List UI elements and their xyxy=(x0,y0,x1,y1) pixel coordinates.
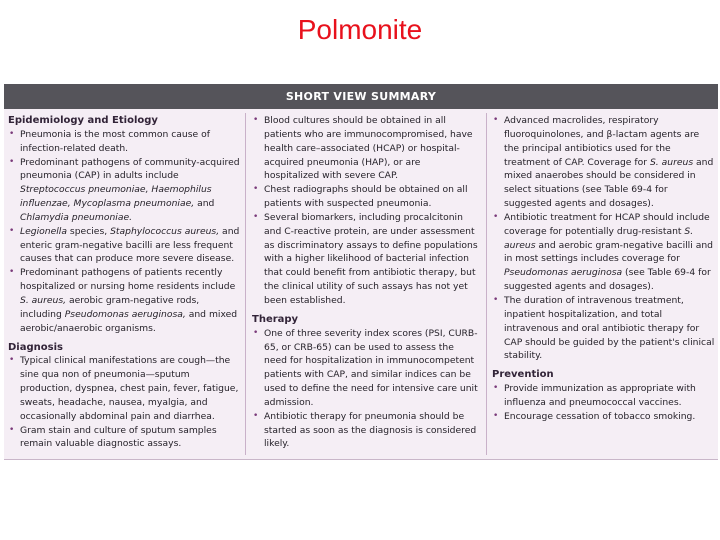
section-heading: Prevention xyxy=(492,369,554,381)
summary-column-2 xyxy=(252,114,478,451)
bullet-text: Pseudomonas aeruginosa xyxy=(504,267,623,279)
bullet-list xyxy=(8,354,240,451)
summary-panel xyxy=(4,84,718,460)
bullet-text: Encourage cessation of tobacco smoking. xyxy=(504,410,696,422)
summary-column-1 xyxy=(8,114,240,451)
bullet-item xyxy=(8,156,240,225)
bullet-item xyxy=(8,354,240,423)
bullet-dot-icon: • xyxy=(253,211,259,222)
bullet-text: S. aureus xyxy=(504,225,694,251)
bullet-list xyxy=(8,128,240,336)
bullet-text: Blood cultures should be obtained in all patients who are immunocompromised, have health care–associated (HCAP) or hospital-acquired pneumonia (HAP), or are hospitalized with severe CAP. xyxy=(264,115,473,182)
column-divider xyxy=(245,113,246,455)
bullet-text: One of three severity index scores (PSI, CURB-65, or CRB-65) can be used to assess the need for hospitalization in immunocompetent patients with CAP, and similar indices can be used to define the need for intensive care unit admission. xyxy=(264,327,478,408)
bullet-dot-icon: • xyxy=(253,410,259,421)
bullet-text: and enteric gram-negative bacilli are less frequent causes that can produce more severe disease. xyxy=(20,225,240,265)
bullet-text: S. aureus, xyxy=(20,294,67,306)
bullet-dot-icon: • xyxy=(493,211,499,222)
bullet-text: Typical clinical manifestations are cough—the sine qua non of pneumonia—sputum production, dyspnea, chest pain, fever, fatigue, sweats, headache, nausea, myalgia, and occasionally abdominal pain and diarrhea. xyxy=(20,355,239,422)
bullet-text: Streptococcus pneumoniae, Haemophilus influenzae, Mycoplasma pneumoniae, xyxy=(20,184,212,210)
bullet-text: Legionella xyxy=(20,225,67,237)
bullet-item xyxy=(252,183,478,211)
bullet-dot-icon: • xyxy=(253,184,259,195)
bullet-text: Gram stain and culture of sputum samples remain valuable diagnostic assays. xyxy=(20,424,217,450)
section-heading: Epidemiology and Etiology xyxy=(8,115,158,126)
bullet-item xyxy=(492,382,716,410)
bullet-dot-icon: • xyxy=(9,128,15,139)
bullet-text: species, xyxy=(67,225,111,237)
bullet-text: Predominant pathogens of patients recently hospitalized or nursing home residents include xyxy=(20,267,236,293)
bullet-dot-icon: • xyxy=(493,294,499,305)
bullet-text: Chlamydia pneumoniae. xyxy=(20,211,133,223)
bullet-text: Antibiotic therapy for pneumonia should be started as soon as the diagnosis is considered likely. xyxy=(264,410,477,450)
bullet-dot-icon: • xyxy=(493,410,499,421)
section-heading: Diagnosis xyxy=(8,341,63,353)
bullet-item xyxy=(8,266,240,335)
bullet-item xyxy=(252,327,478,410)
bullet-text: The duration of intravenous treatment, inpatient hospitalization, and total intravenous and oral antibiotic therapy for CAP should be guided by the patient's clinical stability. xyxy=(504,294,715,362)
column-divider xyxy=(486,113,487,455)
bullet-list xyxy=(492,114,716,363)
bullet-item xyxy=(8,128,240,156)
summary-column-3 xyxy=(492,114,716,424)
bullet-text: Pneumonia is the most common cause of infection-related death. xyxy=(20,128,210,154)
bullet-dot-icon: • xyxy=(253,115,259,125)
bullet-item xyxy=(252,114,478,183)
bullet-text: Chest radiographs should be obtained on all patients with suspected pneumonia. xyxy=(264,184,468,210)
bullet-dot-icon: • xyxy=(9,156,15,167)
bullet-dot-icon: • xyxy=(9,424,15,435)
bullet-text: Several biomarkers, including procalcitonin and C-reactive protein, are under assessment as discriminatory assays to define populations with a higher likelihood of bacterial infection that could benefit from antibiotic therapy, but the clinical utility of such assays has not yet been established. xyxy=(264,211,478,306)
bullet-dot-icon: • xyxy=(9,355,15,366)
bullet-dot-icon: • xyxy=(253,327,259,338)
bullet-item xyxy=(8,225,240,267)
bullet-item xyxy=(492,294,716,363)
bullet-text: S. aureus xyxy=(649,156,694,168)
section-heading: Therapy xyxy=(252,313,299,325)
bullet-item xyxy=(492,410,716,424)
bullet-item xyxy=(252,211,478,308)
bullet-dot-icon: • xyxy=(9,267,15,278)
bullet-text: (see Table 69-4 for suggested agents and dosages). xyxy=(504,267,711,293)
bullet-item xyxy=(492,114,716,211)
bullet-text: and xyxy=(194,198,215,210)
bullet-list xyxy=(252,327,478,452)
bullet-text: Predominant pathogens of community-acquired pneumonia (CAP) in adults include xyxy=(20,156,240,182)
panel-body xyxy=(4,109,718,459)
bullet-text: Antibiotic treatment for HCAP should include coverage for potentially drug-resistant xyxy=(504,211,710,237)
bullet-item xyxy=(252,410,478,452)
bullet-text: Provide immunization as appropriate with influenza and pneumococcal vaccines. xyxy=(504,383,696,408)
bullet-text: and mixed aerobic/anaerobic organisms. xyxy=(20,308,238,334)
bullet-text: and mixed anaerobes should be considered in select situations (see Table 69-4 for suggested agents and dosages). xyxy=(504,156,714,210)
panel-header: SHORT VIEW SUMMARY xyxy=(4,84,718,109)
bullet-list xyxy=(252,114,478,308)
bullet-text: Pseudomonas aeruginosa, xyxy=(64,308,186,320)
bullet-text: aerobic gram-negative rods, including xyxy=(20,294,200,320)
bullet-dot-icon: • xyxy=(9,225,15,236)
bullet-item xyxy=(8,424,240,452)
bullet-dot-icon: • xyxy=(493,115,499,125)
bullet-item xyxy=(492,211,716,294)
bullet-text: Advanced macrolides, respiratory fluoroquinolones, and β-lactam agents are the principal antibiotics used for the treatment of CAP. Coverage for xyxy=(504,115,700,168)
bullet-text: and aerobic gram-negative bacilli and in most settings includes coverage for xyxy=(504,239,713,265)
slide-title: Polmonite xyxy=(297,14,423,45)
bullet-text: Staphylococcus aureus, xyxy=(110,225,220,237)
bullet-list xyxy=(492,382,716,424)
bullet-dot-icon: • xyxy=(493,383,499,394)
